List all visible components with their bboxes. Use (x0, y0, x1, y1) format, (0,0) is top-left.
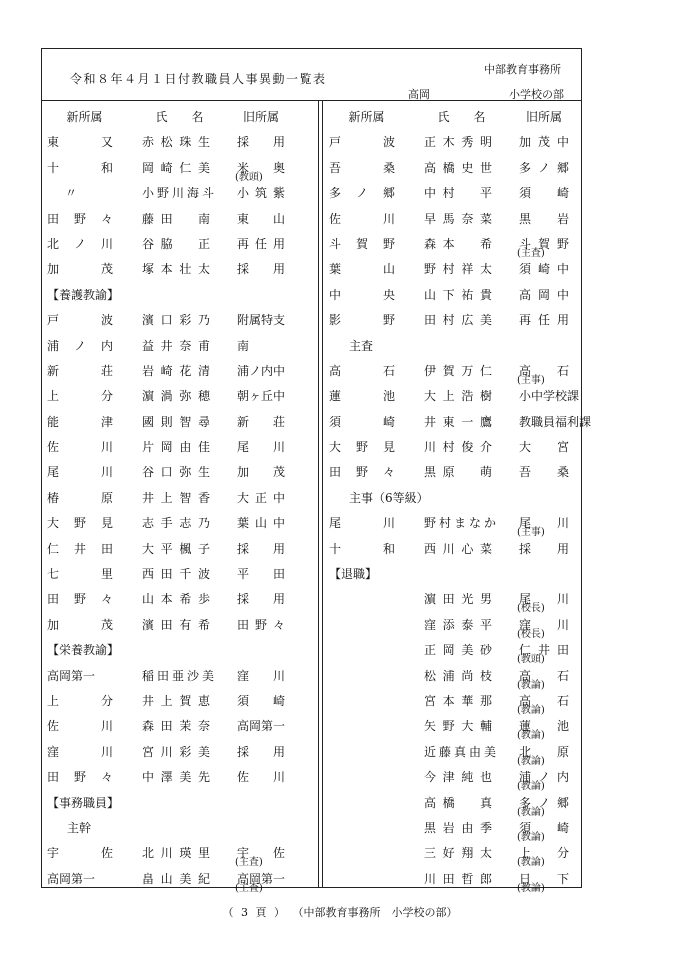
table-row (329, 514, 574, 539)
header-divider (41, 100, 582, 101)
staff-name: 大上浩樹 (424, 389, 492, 404)
column-divider-right (322, 101, 323, 888)
new-affiliation: 高岡第一 (47, 668, 96, 683)
table-row (47, 743, 307, 768)
footer-note: （中部教育事務所 小学校の部） (292, 906, 458, 919)
staff-name: 今津純也 (424, 770, 492, 785)
page-footer (0, 904, 680, 920)
staff-name: 濱口彩乃 (142, 313, 210, 328)
staff-name: 濵渦弥穂 (142, 389, 210, 404)
position-note: (校長) (517, 603, 545, 615)
old-affiliation: 南 (237, 338, 250, 353)
position-note: (教論) (517, 730, 545, 742)
new-affiliation: 尾 川 (329, 516, 395, 531)
section-row (47, 286, 307, 311)
section-row (47, 794, 307, 819)
staff-name: 北川瑛里 (142, 846, 210, 861)
col-header-old: 旧所属 (525, 110, 562, 124)
table-row (329, 235, 574, 260)
staff-name: 谷口弥生 (142, 465, 210, 480)
col-header-new: 新所属 (66, 110, 103, 124)
sub-row (47, 819, 307, 844)
old-affiliation: 高石 (519, 693, 569, 708)
table-row (329, 362, 574, 387)
table-row (47, 514, 307, 539)
section-row (47, 641, 307, 666)
new-affiliation: 戸 波 (47, 313, 113, 328)
old-affiliation: 尾川 (237, 440, 285, 455)
footer-open: （ (222, 906, 234, 919)
staff-name: 山下祐貴 (424, 287, 492, 302)
old-affiliation: 平田 (237, 567, 285, 582)
table-row (329, 717, 574, 742)
new-affiliation: 田野々 (47, 770, 113, 785)
document-title: 令和８年４月１日付教職員人事異動一覧表 (70, 72, 327, 86)
division-name: 小学校の部 (509, 88, 564, 101)
staff-name: 三好翔太 (424, 846, 492, 861)
page-number: 3 (241, 906, 248, 919)
staff-name: 西川心菜 (424, 541, 492, 556)
new-affiliation: 佐 川 (329, 211, 395, 226)
table-row (47, 210, 307, 235)
staff-name: 小野川海斗 (142, 186, 214, 201)
new-affiliation: 〃 (65, 186, 78, 201)
table-row (47, 844, 307, 869)
new-affiliation: 新 荘 (47, 363, 113, 378)
table-row (47, 133, 307, 158)
table-row (47, 489, 307, 514)
old-affiliation: 須崎 (519, 820, 569, 835)
old-affiliation: 佐川 (237, 770, 285, 785)
old-affiliation: 採用 (519, 541, 569, 556)
table-row (47, 667, 307, 692)
col-header-name: 氏 名 (437, 110, 486, 124)
new-affiliation: 椿 原 (47, 490, 113, 505)
table-row (329, 819, 574, 844)
old-affiliation: 多ノ郷 (519, 795, 569, 810)
office-name: 中部教育事務所 (484, 63, 561, 76)
old-affiliation: 高岡中 (519, 287, 569, 302)
staff-name: 濵田光男 (424, 592, 492, 607)
staff-name: 岩崎花清 (142, 363, 210, 378)
staff-name: 高橋 真 (424, 795, 492, 810)
staff-name: 野村祥太 (424, 262, 492, 277)
new-affiliation: 宇 佐 (47, 846, 113, 861)
subsection-heading: 主事（6等級） (349, 490, 429, 505)
table-row (329, 641, 574, 666)
staff-name: 赤松珠生 (142, 135, 210, 150)
old-affiliation: 葉山中 (237, 516, 285, 531)
new-affiliation: 田野々 (47, 211, 113, 226)
old-affiliation: 米奥 (237, 160, 285, 175)
staff-name: 川村俊介 (424, 440, 492, 455)
staff-name: 川田哲郎 (424, 871, 492, 886)
position-note: (教論) (517, 679, 545, 691)
table-row (47, 235, 307, 260)
staff-name: 井東一鷹 (424, 414, 492, 429)
staff-name: 志手志乃 (142, 516, 210, 531)
position-note: (主事) (517, 527, 545, 539)
old-affiliation: 須崎 (519, 186, 569, 201)
staff-name: 近藤真由美 (424, 744, 496, 759)
old-affiliation: 高岡第一 (237, 871, 286, 886)
position-note: (教論) (517, 831, 545, 843)
old-affiliation: 採用 (237, 135, 285, 150)
old-affiliation: 再任用 (237, 236, 285, 251)
new-affiliation: 佐 川 (47, 719, 113, 734)
staff-name: 塚本壮太 (142, 262, 210, 277)
old-affiliation: 黒岩 (519, 211, 569, 226)
table-row (47, 387, 307, 412)
sub-row (329, 337, 574, 362)
new-affiliation: 大野見 (329, 440, 395, 455)
table-row (329, 844, 574, 869)
col-header-old: 旧所属 (242, 110, 279, 124)
table-row (47, 692, 307, 717)
old-affiliation: 仁井田 (519, 643, 569, 658)
table-row (47, 311, 307, 336)
columns-row (329, 108, 574, 133)
table-row (329, 768, 574, 793)
staff-name: 窪添泰平 (424, 617, 492, 632)
new-affiliation: 戸 波 (329, 135, 395, 150)
old-affiliation: 浦ノ内中 (237, 363, 286, 378)
staff-name: 岡崎仁美 (142, 160, 210, 175)
old-affiliation: 須崎 (237, 693, 285, 708)
staff-name: 山本希歩 (142, 592, 210, 607)
column-divider-left (318, 101, 319, 888)
staff-name: 矢野大輔 (424, 719, 492, 734)
new-affiliation: 高 石 (329, 363, 395, 378)
new-affiliation: 田野々 (329, 465, 395, 480)
staff-name: 森本 希 (424, 236, 492, 251)
sub-row (329, 489, 574, 514)
table-row (47, 870, 307, 895)
new-affiliation: 十 和 (47, 160, 113, 175)
position-note: (教論) (517, 882, 545, 894)
staff-name: 正岡美砂 (424, 643, 492, 658)
new-affiliation: 佐 川 (47, 440, 113, 455)
section-row (329, 565, 574, 590)
old-affiliation: 宇佐 (237, 846, 285, 861)
old-affiliation: 吾桑 (519, 465, 569, 480)
old-affiliation: 朝ヶ丘中 (237, 389, 286, 404)
table-row (329, 667, 574, 692)
staff-name: 中澤美先 (142, 770, 210, 785)
old-affiliation: 尾川 (519, 592, 569, 607)
staff-name: 益井奈甫 (142, 338, 210, 353)
section-heading: 【栄養教諭】 (47, 643, 120, 658)
old-affiliation: 小筑紫 (237, 186, 285, 201)
position-note: (校長) (517, 628, 545, 640)
position-note: (教論) (517, 704, 545, 716)
staff-name: 野村まなか (424, 516, 496, 531)
table-row (329, 692, 574, 717)
table-row (329, 311, 574, 336)
staff-name: 黒岩由季 (424, 820, 492, 835)
old-affiliation: 大宮 (519, 440, 569, 455)
staff-name: 井上智香 (142, 490, 210, 505)
staff-name: 早馬奈菜 (424, 211, 492, 226)
old-affiliation: 斗賀野 (519, 236, 569, 251)
table-row (47, 463, 307, 488)
table-row (47, 260, 307, 285)
new-affiliation: 影 野 (329, 313, 395, 328)
table-row (329, 794, 574, 819)
position-note: (教論) (517, 781, 545, 793)
old-affiliation: 浦ノ内 (519, 770, 569, 785)
table-row (47, 540, 307, 565)
table-row (47, 438, 307, 463)
old-affiliation: 須崎中 (519, 262, 569, 277)
city-name: 高岡 (408, 88, 430, 101)
old-affiliation: 尾川 (519, 516, 569, 531)
section-heading: 【事務職員】 (47, 795, 120, 810)
old-affiliation: 採用 (237, 744, 285, 759)
old-affiliation: 日下 (519, 871, 569, 886)
table-row (47, 717, 307, 742)
footer-close: ） (274, 906, 285, 919)
table-row (329, 616, 574, 641)
old-affiliation: 田野々 (237, 617, 285, 632)
new-affiliation: 高岡第一 (47, 871, 96, 886)
new-affiliation: 東 又 (47, 135, 113, 150)
table-row (329, 463, 574, 488)
old-affiliation: 東山 (237, 211, 285, 226)
staff-name: 中村 平 (424, 186, 492, 201)
position-note: (主査) (517, 247, 545, 259)
old-affiliation: 窪川 (237, 668, 285, 683)
new-affiliation: 仁井田 (47, 541, 113, 556)
table-row (329, 210, 574, 235)
old-affiliation: 多ノ郷 (519, 160, 569, 175)
new-affiliation: 吾 桑 (329, 160, 395, 175)
staff-name: 稲田亜沙美 (142, 668, 214, 683)
staff-name: 松浦尚枝 (424, 668, 492, 683)
new-affiliation: 尾 川 (47, 465, 113, 480)
left-column (47, 108, 307, 895)
new-affiliation: 中 央 (329, 287, 395, 302)
table-row (47, 590, 307, 615)
col-header-new: 新所属 (348, 110, 385, 124)
subsection-heading: 主査 (349, 338, 374, 353)
new-affiliation: 十 和 (329, 541, 395, 556)
table-row (329, 133, 574, 158)
staff-name: 畠山美紀 (142, 871, 210, 886)
position-note: (教論) (517, 857, 545, 869)
col-header-name: 氏 名 (155, 110, 204, 124)
new-affiliation: 斗賀野 (329, 236, 395, 251)
old-affiliation: 高石 (519, 363, 569, 378)
old-affiliation: 新荘 (237, 414, 285, 429)
staff-name: 森田茉奈 (142, 719, 210, 734)
table-row (47, 616, 307, 641)
old-affiliation: 再任用 (519, 313, 569, 328)
old-affiliation: 加茂 (237, 465, 285, 480)
position-note: (主査) (235, 857, 263, 869)
subsection-heading: 主幹 (67, 820, 92, 835)
old-affiliation: 採用 (237, 592, 285, 607)
new-affiliation: 田野々 (47, 592, 113, 607)
columns-row (47, 108, 307, 133)
staff-name: 藤田 南 (142, 211, 210, 226)
table-row (329, 286, 574, 311)
staff-name: 正木秀明 (424, 135, 492, 150)
staff-name: 谷脇 正 (142, 236, 210, 251)
table-row (47, 362, 307, 387)
position-note: (教論) (517, 755, 545, 767)
new-affiliation: 葉 山 (329, 262, 395, 277)
table-row (329, 260, 574, 285)
page-suffix: 頁 (255, 906, 267, 919)
staff-name: 田村広美 (424, 313, 492, 328)
new-affiliation: 窪 川 (47, 744, 113, 759)
right-column (329, 108, 592, 895)
new-affiliation: 大野見 (47, 516, 113, 531)
position-note: (教論) (517, 806, 545, 818)
new-affiliation: 上 分 (47, 693, 113, 708)
table-row (329, 590, 574, 615)
table-row (329, 438, 574, 463)
old-affiliation: 高石 (519, 668, 569, 683)
new-affiliation: 蓮 池 (329, 389, 395, 404)
staff-name: 宮川彩美 (142, 744, 210, 759)
old-affiliation: 上分 (519, 846, 569, 861)
table-row (329, 870, 574, 895)
old-affiliation: 採用 (237, 262, 285, 277)
table-row (329, 413, 592, 438)
new-affiliation: 加 茂 (47, 617, 113, 632)
table-row (329, 184, 574, 209)
staff-name: 國則智尋 (142, 414, 210, 429)
old-affiliation: 採用 (237, 541, 285, 556)
old-affiliation: 窪川 (519, 617, 569, 632)
position-note: (教頭) (235, 171, 263, 183)
new-affiliation: 加 茂 (47, 262, 113, 277)
position-note: (主査) (235, 882, 263, 894)
staff-name: 大平楓子 (142, 541, 210, 556)
new-affiliation: 北ノ川 (47, 236, 113, 251)
table-row (329, 387, 580, 412)
staff-name: 西田千波 (142, 567, 210, 582)
old-affiliation: 蓮池 (519, 719, 569, 734)
table-row (329, 159, 574, 184)
table-row (47, 337, 307, 362)
table-row (47, 184, 307, 209)
section-heading: 【退職】 (329, 567, 378, 582)
table-row (329, 743, 574, 768)
new-affiliation: 須 崎 (329, 414, 395, 429)
old-affiliation: 教職員福利課 (519, 414, 592, 429)
staff-name: 黒原 萌 (424, 465, 492, 480)
new-affiliation: 七 里 (47, 567, 113, 582)
staff-name: 宮本華那 (424, 693, 492, 708)
new-affiliation: 上 分 (47, 389, 113, 404)
table-row (329, 540, 574, 565)
old-affiliation: 附属特支 (237, 313, 286, 328)
section-heading: 【養護教諭】 (47, 287, 120, 302)
old-affiliation: 大正中 (237, 490, 285, 505)
old-affiliation: 加茂中 (519, 135, 569, 150)
table-row (47, 159, 307, 184)
staff-name: 高橋史世 (424, 160, 492, 175)
old-affiliation: 小中学校課 (519, 389, 580, 404)
staff-name: 伊賀万仁 (424, 363, 492, 378)
new-affiliation: 浦ノ内 (47, 338, 113, 353)
table-row (47, 565, 307, 590)
staff-name: 片岡由佳 (142, 440, 210, 455)
old-affiliation: 北原 (519, 744, 569, 759)
table-row (47, 413, 307, 438)
staff-name: 井上賀恵 (142, 693, 210, 708)
table-row (47, 768, 307, 793)
staff-name: 濱田有希 (142, 617, 210, 632)
new-affiliation: 能 津 (47, 414, 113, 429)
position-note: (教頭) (517, 654, 545, 666)
new-affiliation: 多ノ郷 (329, 186, 395, 201)
old-affiliation: 高岡第一 (237, 719, 286, 734)
position-note: (主事) (517, 374, 545, 386)
